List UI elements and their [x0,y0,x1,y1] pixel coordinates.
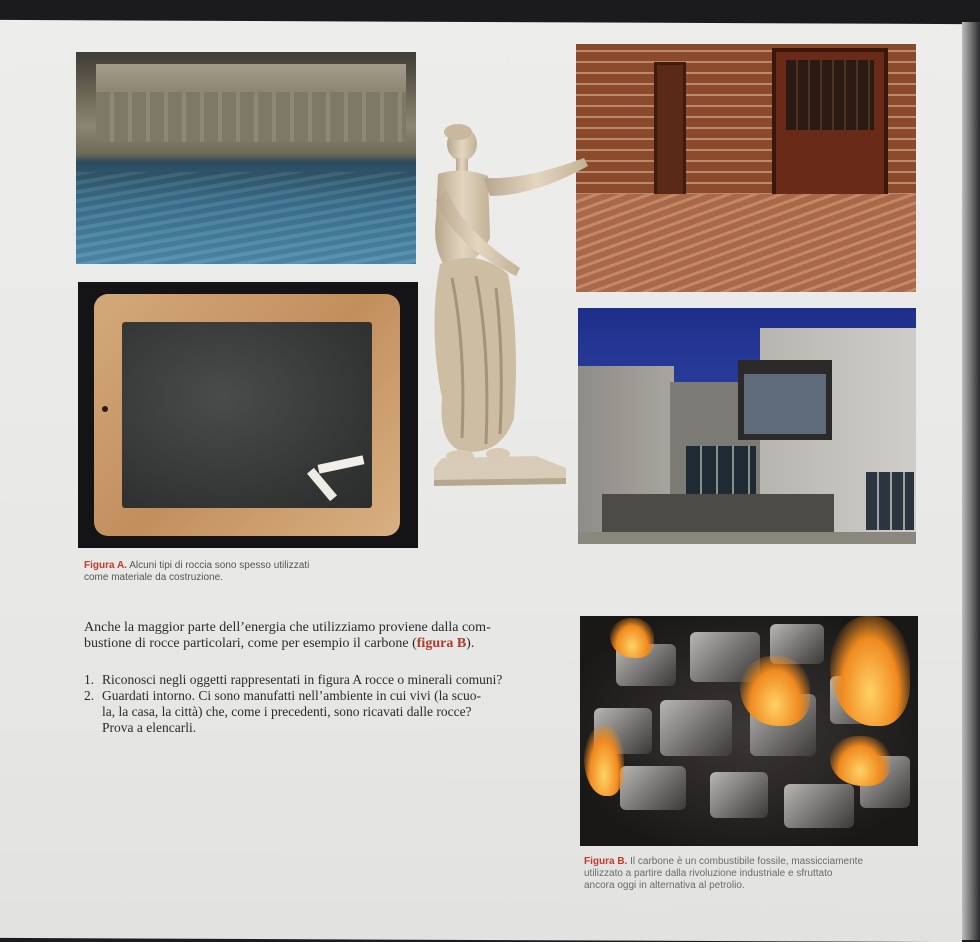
figure-b-reference: figura B [416,636,467,651]
coal-lump [710,772,768,818]
flame [584,726,624,796]
marble-statue-image [416,118,592,488]
body-line: ). [466,636,475,651]
figure-b-label: Figura B. [584,856,628,867]
wooden-door [654,62,686,198]
question-number: 2. [84,688,95,703]
question-text: la, la casa, la città) che, come i precedenti, sono ricavati dalle rocce? [102,704,472,719]
building-window [866,472,914,530]
question-text: Riconosci negli oggetti rappresentati in figura A rocce o minerali comuni? [102,672,503,687]
coal-lump [620,766,686,810]
chalkboard-hole [102,406,108,412]
chalkboard-photo [78,282,418,548]
figure-a-caption [84,560,404,584]
figure-b-caption [584,856,924,892]
question-item [84,672,564,688]
figure-a-caption-line: come materiale da costruzione. [84,572,223,583]
flame [610,618,654,658]
low-wall [602,494,834,532]
fountain-basin [96,92,406,142]
figure-a-label: Figura A. [84,560,127,571]
fountain-rim [96,64,406,94]
figure-b-caption-line: Il carbone è un combustibile fossile, massicciamente [630,856,864,867]
question-list [84,672,564,736]
body-paragraph [84,620,564,652]
page-edge-shadow [962,22,980,940]
coal-lump [784,784,854,828]
figure-a-caption-line: Alcuni tipi di roccia sono spesso utilizzati [129,560,310,571]
question-number: 1. [84,672,95,687]
burning-coal-photo [580,616,918,846]
body-line: Anche la maggior parte dell’energia che utilizziamo proviene dalla com- [84,620,491,635]
coal-lump [660,700,732,756]
chalkboard-surface [122,322,372,508]
brick-building-photo [576,44,916,292]
question-text: Prova a elencarli. [102,720,197,735]
question-text: Guardati intorno. Ci sono manufatti nell’ambiente in cui vivi (la scuo- [102,688,482,703]
building-window [738,360,832,440]
brick-pavement [576,194,916,292]
flame [830,736,890,786]
body-line: bustione di rocce particolari, come per esempio il carbone ( [84,636,417,651]
figure-b-caption-line: ancora oggi in alternativa al petrolio. [584,880,745,891]
figure-b-caption-line: utilizzato a partire dalla rivoluzione industriale e sfruttato [584,868,833,879]
modern-building-photo [578,308,916,544]
door-glass [786,60,874,130]
building-window [686,446,756,496]
question-item [84,688,564,736]
fountain-water [76,172,416,264]
fountain-photo [76,52,416,264]
ground [578,532,916,544]
